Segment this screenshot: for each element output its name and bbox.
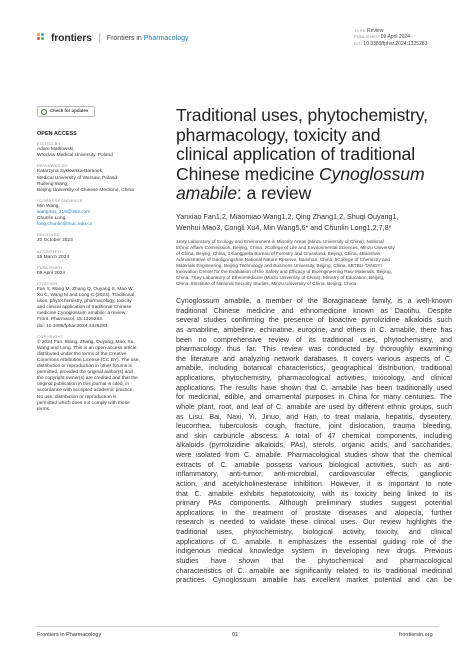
- citation-text: [37, 287, 159, 330]
- title-line: pharmacology, toxicity and: [176, 124, 381, 145]
- abstract-line: applications of C. amabile. It emphasizes the essential guiding role of the: [176, 537, 452, 546]
- abstract-line: alkaloids (pyrrolizidine alkaloids, PAs), sterols, organic acids, and saccharides,: [176, 441, 452, 450]
- logo-divider: [99, 33, 100, 43]
- text-line: permitted which does not comply with these: [37, 400, 130, 406]
- text-line: Medical University of Warsaw, Poland: [37, 175, 118, 181]
- text-line: 1Key Laboratory of Ecology and Environment in Minority Areas (Minzu University of China), National: [176, 239, 384, 244]
- abstract-line: applications in the treatment of prostate diseases and alopecia, further: [176, 508, 452, 517]
- text-line: Wroclaw Medical University, Poland: [37, 153, 113, 159]
- abstract-line: several studies confirming the presence of bioactive pyrrolizidine alkaloids such: [176, 316, 452, 325]
- text-line: Chunlin Long,: [37, 216, 67, 222]
- text-line: Fan Y, Wang M, Zhang Q, Ouyang S, Mao W,: [37, 286, 134, 292]
- text-line: Ruifeng Wang,: [37, 181, 69, 187]
- abstract-line: the literature and analyzing network databases. It covers various aspects of C.: [176, 354, 452, 363]
- abstract-line: inflammatory, anti-tumor, anti-microbial, cardiovascular effects, ganglionic: [176, 470, 452, 479]
- authors-line-1: Yanxiao Fan1,2, Miaomiao Wang1,2, Qing Zhang1,2, Shuqi Ouyang1,: [176, 212, 399, 221]
- abstract-line: were isolated from C. amabile. Pharmacological studies show that the chemical: [176, 451, 452, 459]
- accepted-date: 25 March 2024: [37, 254, 69, 260]
- text-line: Beijing University of Chinese Medicine, China: [37, 187, 134, 193]
- abstract-line: characteristics of C. amabile are significantly related to its traditional medicinal: [176, 566, 452, 575]
- open-access-label: OPEN ACCESS: [37, 131, 77, 137]
- check-for-updates-button[interactable]: Check for updates: [37, 106, 95, 117]
- text-line: China, 8Institute of National Security Studies, Minzu University of China, Beijing, China: [176, 281, 357, 286]
- text-line: Ethnic Affairs Commission, Beijing, China, 2College of Life and Environmental Sciences, Minzu University: [176, 245, 395, 250]
- abstract-line: applications. The results have shown that C. amabile has been traditionally used: [176, 383, 452, 392]
- frontiers-logo-icon: [37, 33, 47, 43]
- abstract-line: leucorrhea, tuberculosis cough, fracture, joint dislocation, trauma bleeding,: [176, 422, 452, 431]
- abstract-line: as Lisu, Bai, Naxi, Yi, Jinuo, and Han, to treat malaria, hepatitis, dysentery,: [176, 412, 452, 421]
- published-date: 09 April 2024: [380, 34, 410, 41]
- text-line: of China, Beijing, China, 3Xiangpeilla Bureau of Forestry and Grassland, Beijing, China, 4Baoshan: [176, 251, 381, 256]
- text-line: Commons Attribution License (CC BY). The use,: [37, 358, 140, 363]
- text-line[interactable]: long.chunlin@muc.edu.cn: [37, 222, 93, 228]
- journal-name-accent: Pharmacology: [143, 34, 189, 42]
- abstract-line: applications, phytochemistry, pharmacological activities, toxicology, and clinical: [176, 374, 452, 382]
- abstract-line: pharmacology thus far. This review was conducted by thoroughly examining: [176, 345, 452, 354]
- text-line: doi: 10.3389/fphar.2024.1325283: [37, 323, 108, 329]
- abstract-line: that C. amabile exhibits hepatotoxicity, with its toxicity being linked to its: [176, 489, 452, 498]
- received-date: 20 October 2023: [37, 238, 73, 244]
- abstract-line: extracts of C. amabile possess various biological activities, such as anti-: [176, 460, 452, 469]
- refresh-check-icon: [41, 109, 47, 115]
- sidebar-published-date: 09 April 2024: [37, 270, 66, 276]
- article-meta: TYPE Review PUBLISHED 09 April 2024 DOI 10.3389/fphar.2024.1325283: [354, 28, 428, 47]
- text-line: distributed under the terms of the Creative: [37, 351, 127, 357]
- abstract-line: whole plant, root, and leaf of C. amabile are used by different ethnic groups, such: [176, 402, 452, 411]
- text-line: the copyright owner(s) are credited and that the: [37, 376, 138, 382]
- abstract-line: and skin carbuncle abscess. A total of 47 chemical components, including: [176, 431, 452, 440]
- text-line: China, 7Key Laboratory of Ethnomedicine (Minzu University of China), Ministry of Education, Beijing,: [176, 275, 385, 280]
- footer-site-link[interactable]: frontiersin.org: [399, 632, 433, 638]
- doi-link[interactable]: 10.3389/fphar.2024.1325283: [363, 40, 428, 47]
- text-line: accordance with accepted academic practice.: [37, 388, 134, 394]
- reviewed-by-list: [37, 169, 159, 193]
- edited-by-list: [37, 147, 159, 159]
- frontiers-logo[interactable]: [37, 32, 189, 44]
- author-list: [176, 212, 451, 234]
- abstract: [176, 297, 452, 586]
- correspondence-list: [37, 204, 159, 228]
- text-line: Xu C, Wang M and Long C (2024), Traditional: [37, 293, 135, 299]
- journal-name-header: Frontiers in Pharmacology: [106, 34, 189, 42]
- text-line: Min Wang,: [37, 203, 60, 209]
- page-header: [0, 0, 474, 64]
- abstract-line: Cynoglossum amabile, a member of the Boraginaceae family, is a well-known: [176, 297, 452, 305]
- text-line: uses, phytochemistry, pharmacology, toxicity: [37, 299, 132, 305]
- abstract-line: been no comprehensive review of its traditional uses, phytochemistry, and: [176, 335, 452, 344]
- text-line: original publication in this journal is cited, in: [37, 382, 129, 388]
- text-line: medicine Cynoglossum amabile: a review.: [37, 311, 127, 317]
- abstract-line: traditional Chinese medicine and ethnomedicine known as Daotihu. Despite: [176, 306, 452, 315]
- page-number: 01: [232, 632, 239, 638]
- text-line: Katarzyna Sykłowska-Baranek,: [37, 169, 104, 175]
- abstract-line: for medicinal, edible, and ornamental purposes in China for many centuries. The: [176, 393, 452, 402]
- article-type: Review: [367, 28, 384, 34]
- abstract-line: research is needed to validate these clinical uses. Our review highlights the: [176, 518, 452, 527]
- text-line: and clinical application of traditional Chinese: [37, 305, 132, 311]
- text-line: Front. Pharmacol. 15:1325283.: [37, 317, 104, 323]
- text-line: Innovation Center for the Evaluation of the Safety and Efficacy of Bioengineering Raw Materials, Beijing,: [176, 269, 392, 274]
- abstract-line: practices. Cynoglossum amabile has excellent market potential and can be: [176, 576, 452, 585]
- abstract-line: as amabiline, ambelline, echinatine, europine, and others in C. amabile, there has: [176, 325, 452, 334]
- text-line: terms.: [37, 406, 51, 412]
- text-line: Adam Matkowski,: [37, 147, 75, 153]
- text-line: Wang and Long. This is an open-access article: [37, 345, 137, 351]
- text-line: permitted, provided the original author(s) and: [37, 370, 133, 376]
- footer-journal: Frontiers in Pharmacology: [37, 632, 102, 638]
- abstract-line: studies have shown that the phytochemical and pharmacological: [176, 556, 452, 565]
- article-title: Traditional uses, phytochemistry, pharmacology, toxicity and clinical application of traditional Chinese medicine Cynoglossum amabile: a review: [176, 105, 428, 204]
- abstract-line: amabile, including botanical characteristics, geographical distribution, traditional: [176, 364, 452, 373]
- authors-line-2: Wenhui Mao3, Congli Xu4, Min Wang5,6* and Chunlin Long1,2,7,8*: [176, 222, 392, 232]
- text-line: distribution or reproduction in other forums is: [37, 364, 132, 370]
- text-line: © 2024 Fan, Wang, Zhang, Ouyang, Mao, Xu,: [37, 339, 135, 345]
- affiliations: [176, 239, 452, 287]
- abstract-line: traditional uses, phytochemistry, biological activity, toxicity, and clinical: [176, 528, 452, 536]
- footer-divider: [37, 626, 439, 627]
- text-line: Administrative of Gaoligongshan National Nature Reserve, Baoshan, China, 5College of Chemistry and: [176, 257, 390, 262]
- abstract-line: action, and acetylcholinesterase inhibition. However, it is important to note: [176, 479, 452, 488]
- text-line[interactable]: wangmin_216@163.com: [37, 210, 91, 216]
- sidebar-info: Check for updates OPEN ACCESS EDITED BY Adam Matkowski, Wroclaw Medical University, Poland REVIEWED BY Katarzyna Sykłowska-Baranek, Medical University of Warsaw, Poland Ruifeng Wang, Beijing University of Chinese Medicine, China *CORRESPONDENCE Min Wang, wangmin_216@163.com Chunlin Long, long.chunlin@muc.edu.cn RECEIVED 20 October 2023 ACCEPTED 25 March 2024 PUBLISHED 09 April 2024 CITATION Fan Y, Wang M, Zhang Q, Ouyang S, Mao W, Xu C, Wang M and Long C (2024), Traditional uses, phytochemistry, pharmacology, toxicity and clinical application of traditional Chinese medicine Cynoglossum amabile: a review. Front. Pharmacol. 15:1325283. doi: 10.3389/fphar.2024.1325283 COPYRIGHT © 2024 Fan, Wang, Zhang, Ouyang, Mao, Xu, Wang and Long. This is an open-access article distributed under the terms of the Creative Commons Attribution License (CC BY). The use, distribution or reproduction in other forums is permitted, provided the original author(s) and the copyright owner(s) are credited and that the original publication in this journal is cited, in accordance with accepted academic practice. No use, distribution or reproduction is permitted which does not comply with these terms.: [37, 106, 159, 413]
- title-line: Traditional uses, phytochemistry,: [176, 105, 428, 125]
- brand-name: frontiers: [51, 32, 92, 44]
- abstract-line: indigenous medical knowledge system in developing new drugs. Previous: [176, 547, 452, 556]
- abstract-line: primary PAs components. Although preliminary studies suggest potential: [176, 499, 452, 508]
- text-line: No use, distribution or reproduction is: [37, 394, 117, 400]
- title-line: clinical application of traditional: [176, 144, 416, 165]
- copyright-text: [37, 340, 159, 413]
- title-line: Chinese medicine: [176, 163, 315, 184]
- text-line: Materials Engineering, Beijing Technology and Business University, Beijing, China, 6BTBU-TANGYI: [176, 263, 382, 268]
